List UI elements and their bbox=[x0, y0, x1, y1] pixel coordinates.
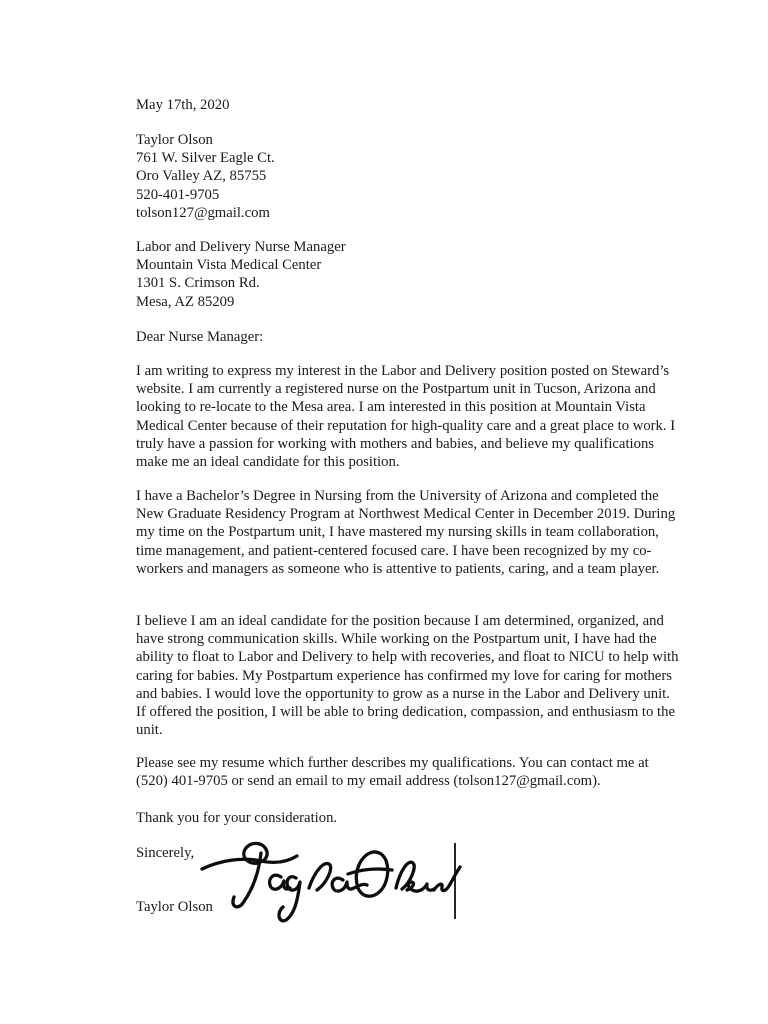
sender-email: tolson127@gmail.com bbox=[136, 204, 270, 221]
body-paragraph-4: Please see my resume which further describes my qualifications. You can contact me at (520) 401-9705 or send an email to my email address (tolson127@gmail.com). bbox=[136, 755, 649, 790]
sender-city-state-zip: Oro Valley AZ, 85755 bbox=[136, 168, 267, 185]
recipient-street: 1301 S. Crimson Rd. bbox=[136, 275, 260, 292]
date-line bbox=[136, 96, 682, 114]
thank-you-line: Thank you for your consideration. bbox=[136, 810, 338, 826]
recipient-city-state-zip: Mesa, AZ 85209 bbox=[136, 293, 235, 310]
sender-name: Taylor Olson bbox=[136, 132, 213, 148]
sender-phone: 520-401-9705 bbox=[136, 186, 220, 203]
recipient-organization: Mountain Vista Medical Center bbox=[136, 257, 322, 274]
handwritten-signature bbox=[197, 838, 465, 926]
recipient-title: Labor and Delivery Nurse Manager bbox=[136, 239, 346, 255]
salutation: Dear Nurse Manager: bbox=[136, 329, 264, 345]
body-paragraph-2: I have a Bachelor’s Degree in Nursing from the University of Arizona and completed the New Graduate Residency Program at Northwest Medical Center in December 2019. During my time on the Postpartum unit, I have mastered my nursing skills in team collaboration, time management, and patient-centered focused care. I have been recognized by my co-workers and managers as someone who is attentive to patients, caring, and a team player. bbox=[136, 488, 676, 577]
recipient-address-block bbox=[136, 238, 682, 311]
signature-ink-icon bbox=[197, 838, 465, 926]
sender-street: 761 W. Silver Eagle Ct. bbox=[136, 150, 275, 167]
typed-signature-name: Taylor Olson bbox=[136, 899, 213, 915]
closing: Sincerely, bbox=[136, 845, 195, 861]
sender-address-block bbox=[136, 131, 682, 222]
body-paragraph-1: I am writing to express my interest in the Labor and Delivery position posted on Steward’s website. I am currently a registered nurse on the Postpartum unit in Tucson, Arizona and looking to re-locate to the Mesa area. I am interested in this position at Mountain Vista Medical Center because of their reputation for high-quality care and a great place to work. I truly have a passion for working with mothers and babies, and believe my qualifications make me an ideal candidate for this position. bbox=[136, 363, 676, 471]
body-paragraph-3: I believe I am an ideal candidate for the position because I am determined, organized, and have strong communication skills. While working on the Postpartum unit, I have had the ability to float to Labor and Delivery to help with recoveries, and float to NICU to help with caring for babies. My Postpartum experience has confirmed my love for caring for mothers and babies. I would love the opportunity to grow as a nurse in the Labor and Delivery unit. If offered the position, I will be able to bring dedication, compassion, and enthusiasm to the unit. bbox=[136, 613, 679, 739]
letter-date: May 17th, 2020 bbox=[136, 97, 230, 113]
